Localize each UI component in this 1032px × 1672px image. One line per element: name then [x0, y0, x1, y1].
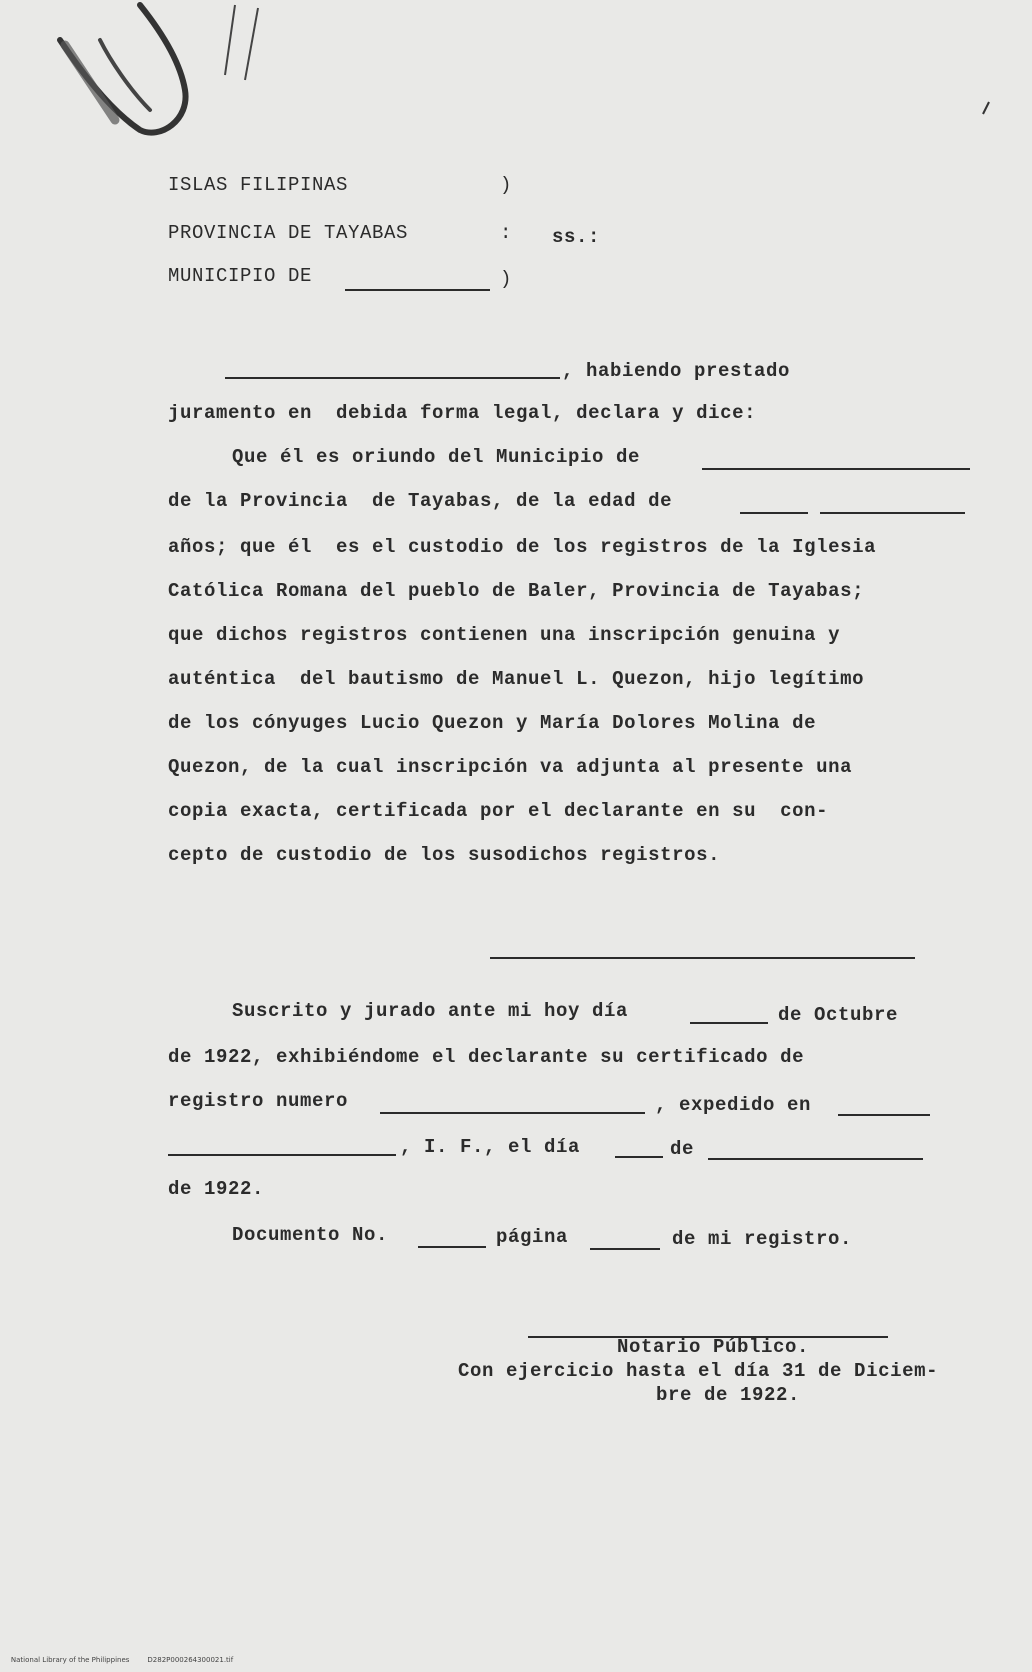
pen-mark — [975, 100, 995, 120]
jurat-l6-a: Documento No. — [232, 1224, 389, 1246]
jurat-l3-a: registro numero — [168, 1090, 349, 1112]
declarant-name-blank — [225, 377, 560, 379]
jurat-l1-b: de Octubre — [778, 1004, 899, 1026]
scan-footer — [2, 1648, 251, 1672]
paper-clip-mark — [40, 0, 280, 150]
p2-line10: cepto de custodio de los susodichos registros. — [168, 844, 721, 866]
caption-islas: ISLAS FILIPINAS — [168, 174, 349, 196]
p2-line1: Que él es oriundo del Municipio de — [232, 446, 641, 468]
p2-line6: auténtica del bautismo de Manuel L. Quezon, hijo legítimo — [168, 668, 865, 690]
caption-paren-3: ) — [500, 268, 513, 290]
jurat-l6-b: página — [496, 1226, 569, 1248]
age-blank-1 — [740, 512, 808, 514]
p1-end: , habiendo prestado — [562, 360, 791, 382]
pagina-blank — [590, 1248, 660, 1250]
month-blank — [708, 1158, 923, 1160]
footer-library: National Library of the Philippines — [10, 1656, 130, 1664]
place-blank — [168, 1154, 396, 1156]
municipio-blank — [345, 289, 490, 291]
jurat-l2: de 1922, exhibiéndome el declarante su certificado de — [168, 1046, 805, 1068]
registro-numero-blank — [380, 1112, 645, 1114]
documento-no-blank — [418, 1246, 486, 1248]
caption-colon: : — [500, 222, 513, 244]
jurat-l6-c: de mi registro. — [672, 1228, 853, 1250]
p1-line2: juramento en debida forma legal, declara y dice: — [168, 402, 757, 424]
declarant-signature-line — [490, 957, 915, 959]
jurat-l4-b: de — [670, 1138, 695, 1160]
p2-line7: de los cónyuges Lucio Quezon y María Dolores Molina de — [168, 712, 817, 734]
jurat-l4-a: , I. F., el día — [400, 1136, 581, 1158]
caption-ss: ss.: — [552, 226, 601, 248]
notary-title: Notario Público. — [617, 1336, 810, 1358]
expedido-en-blank — [838, 1114, 930, 1116]
jurat-l5: de 1922. — [168, 1178, 265, 1200]
p2-line2: de la Provincia de Tayabas, de la edad de — [168, 490, 673, 512]
notary-line1: Con ejercicio hasta el día 31 de Diciem- — [458, 1360, 939, 1382]
p2-line5: que dichos registros contienen una inscripción genuina y — [168, 624, 841, 646]
caption-paren-1: ) — [500, 174, 513, 196]
p2-line4: Católica Romana del pueblo de Baler, Provincia de Tayabas; — [168, 580, 865, 602]
age-blank-2 — [820, 512, 965, 514]
dia-blank — [615, 1156, 663, 1158]
notary-line2: bre de 1922. — [656, 1384, 801, 1406]
p2-line8: Quezon, de la cual inscripción va adjunta al presente una — [168, 756, 853, 778]
footer-filename: D282P000264300021.tif — [147, 1656, 234, 1664]
caption-provincia: PROVINCIA DE TAYABAS — [168, 222, 409, 244]
day-blank — [690, 1022, 768, 1024]
caption-municipio: MUNICIPIO DE — [168, 265, 313, 287]
jurat-l1-a: Suscrito y jurado ante mi hoy día — [232, 1000, 629, 1022]
p2-line9: copia exacta, certificada por el declarante en su con- — [168, 800, 829, 822]
jurat-l3-b: , expedido en — [655, 1094, 812, 1116]
origin-municipio-blank — [702, 468, 970, 470]
p2-line3: años; que él es el custodio de los registros de la Iglesia — [168, 536, 877, 558]
